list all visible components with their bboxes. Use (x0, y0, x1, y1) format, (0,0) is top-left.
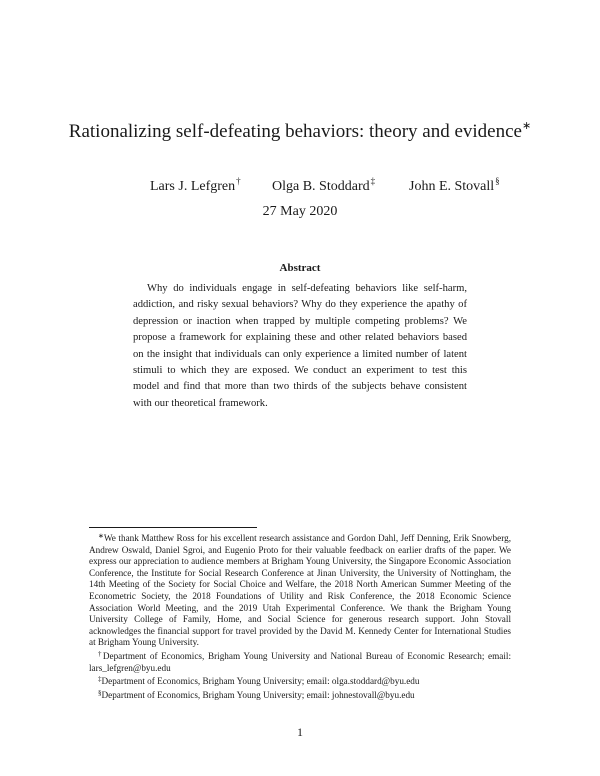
author-footnote-mark: § (495, 176, 500, 186)
footnote-mark: § (98, 688, 102, 697)
footnote-text: Department of Economics, Brigham Young University and National Bureau of Economic Research; email: lars_lefgren@byu.edu (89, 650, 512, 673)
author-stovall (409, 176, 500, 195)
footnotes (89, 531, 511, 701)
footnote-text: Department of Economics, Brigham Young University; email: johnestovall@byu.edu (101, 689, 415, 700)
footnote-stoddard (89, 674, 511, 688)
abstract-heading: Abstract (279, 262, 321, 274)
author-lefgren (150, 176, 241, 195)
footnote-separator (89, 527, 257, 528)
footnote-mark: † (98, 649, 103, 658)
paper-title (60, 113, 540, 145)
author-name: John E. Stovall (409, 179, 495, 194)
footnote-mark: ‡ (98, 675, 102, 684)
footnote-text: Department of Economics, Brigham Young University; email: olga.stoddard@byu.edu (101, 676, 420, 687)
footnote-mark: ∗ (98, 532, 104, 540)
author-stoddard (272, 176, 375, 195)
footnote-acknowledgements (89, 531, 511, 649)
title-text: Rationalizing self-defeating behaviors: theory and evidence (68, 121, 522, 142)
author-footnote-mark: † (236, 176, 241, 186)
paper-date: 27 May 2020 (262, 204, 338, 219)
footnote-lefgren (89, 649, 511, 674)
author-name: Lars J. Lefgren (150, 179, 236, 194)
page-number: 1 (297, 725, 303, 739)
title-footnote-mark: ∗ (521, 120, 532, 132)
author-footnote-mark: ‡ (370, 176, 376, 186)
footnote-stovall (89, 688, 511, 702)
author-name: Olga B. Stoddard (272, 179, 370, 194)
footnote-text: We thank Matthew Ross for his excellent research assistance and Gordon Dahl, Jeff Denning, Erik Snowberg, Andrew Oswald, Daniel Sgroi, and Eugenio Proto for their valuable feedback on earlier drafts of the paper. We express our appreciation to audience members at Brigham Young University, the Singapore Economic Association Conference, the Institute for Social Research Conference at Jinan University, the University of Nottingham, the 14th Meeting of the Society for Social Choice and Welfare, the 2018 North American Summer Meeting of the Econometric Society, the 2018 Foundations of Utility and Risk Conference, the 2018 Economic Science Association World Meeting, and the 2019 Utah Experimental Conference. We thank the Brigham Young University College of Family, Home, and Social Science for generous research support. John Stovall acknowledges the financial support for travel provided by the David M. Kennedy Center for International Studies at Brigham Young University. (89, 533, 511, 648)
abstract-text: Why do individuals engage in self-defeating behaviors like self-harm, addiction, and risky sexual behaviors? Why do they experience the apathy of depression or inaction when trapped by multiple competing problems? We propose a framework for explaining these and other related behaviors based on the insight that individuals can only experience a limited number of latent stimuli to which they are exposed. We conduct an experiment to test this model and find that more than two thirds of the subjects behave consistent with our theoretical framework. (133, 283, 467, 409)
